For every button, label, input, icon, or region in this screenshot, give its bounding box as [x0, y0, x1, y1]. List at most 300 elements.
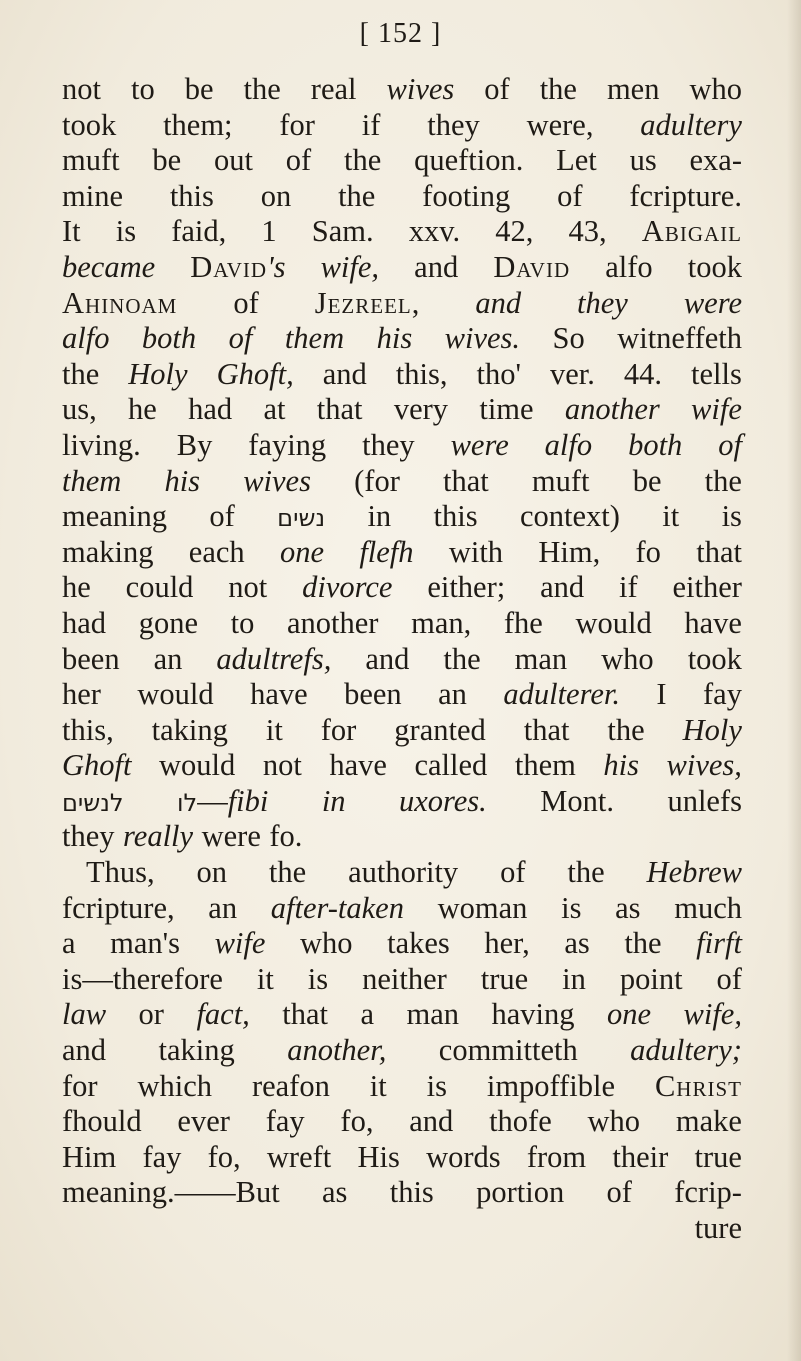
text-run: So: [552, 321, 585, 356]
word: [170, 179, 214, 215]
text-run: they: [362, 427, 415, 462]
word: [338, 179, 375, 215]
word: [493, 250, 570, 286]
text-run: true: [480, 961, 529, 996]
text-line: [62, 143, 742, 179]
word: [228, 570, 267, 606]
text-run: fcripture.: [629, 178, 742, 213]
word: [110, 926, 180, 962]
word: [674, 1175, 742, 1211]
word: [322, 1175, 347, 1211]
italic-text: firft: [696, 926, 742, 961]
italic-text: both: [628, 427, 683, 462]
text-run: is: [426, 1068, 447, 1103]
text-run: in: [367, 499, 392, 534]
text-run: 1: [261, 214, 277, 249]
word: [370, 1069, 387, 1105]
italic-text: adulterer.: [503, 677, 620, 712]
italic-text: Holy: [682, 712, 742, 747]
word: [311, 72, 357, 108]
word: [277, 499, 325, 535]
word: [142, 321, 196, 357]
text-run: I: [656, 677, 667, 712]
body-text: [62, 72, 742, 1247]
text-run: having: [491, 997, 575, 1032]
word: [365, 642, 409, 678]
text-run: us: [629, 143, 657, 178]
word: [215, 926, 266, 962]
word: [426, 1140, 501, 1176]
italic-text: of: [228, 321, 253, 356]
word: [302, 570, 392, 606]
word: [642, 214, 742, 250]
text-run: that: [316, 392, 363, 427]
word: [252, 1069, 330, 1105]
text-run: that: [443, 463, 489, 498]
word: [630, 143, 657, 179]
word: [282, 997, 328, 1033]
text-run: exa-: [689, 143, 742, 178]
italic-text: alfo: [62, 321, 110, 356]
text-line: [62, 428, 742, 464]
word: [619, 570, 638, 606]
text-run: —: [197, 783, 228, 818]
text-run: took: [687, 641, 742, 676]
text-run: have: [329, 748, 387, 783]
text-line: [62, 250, 742, 286]
word: [62, 891, 175, 927]
text-line: [62, 926, 742, 962]
word: [636, 535, 661, 571]
word: [62, 1175, 280, 1211]
text-run: he: [128, 392, 157, 427]
word: [116, 214, 136, 250]
text-run: is: [307, 961, 329, 996]
word: [562, 962, 586, 998]
word: [489, 1104, 552, 1140]
word: [550, 357, 595, 393]
word: [317, 392, 363, 428]
text-run: fhould: [62, 1104, 142, 1139]
text-run: (for: [354, 463, 400, 498]
small-caps-name: Abigail: [641, 214, 742, 249]
word: [662, 499, 679, 535]
text-run: have: [250, 677, 308, 712]
word: [655, 1069, 742, 1105]
word: [439, 1033, 578, 1069]
word: [394, 713, 485, 749]
text-run: and: [322, 356, 367, 391]
word: [269, 819, 302, 855]
word: [688, 250, 742, 286]
word: [308, 962, 328, 998]
text-run: their: [612, 1139, 669, 1174]
italic-text: another: [564, 392, 660, 427]
italic-text: they: [577, 285, 628, 320]
word: [286, 143, 311, 179]
word: [62, 321, 109, 357]
word: [617, 321, 742, 357]
text-run: taking: [158, 1033, 235, 1068]
word: [315, 286, 420, 322]
text-run: they: [427, 107, 480, 142]
italic-text: uxores.: [399, 783, 487, 818]
text-line: [62, 606, 742, 642]
word: [556, 143, 597, 179]
text-run: fcrip-: [674, 1175, 742, 1210]
word: [214, 143, 253, 179]
text-run: point: [619, 961, 683, 996]
text-run: fcripture,: [62, 890, 175, 925]
text-run: had: [188, 392, 233, 427]
word: [243, 464, 311, 500]
word: [266, 1104, 305, 1140]
word: [62, 428, 141, 464]
word: [261, 179, 292, 215]
text-line: [62, 321, 742, 357]
word: [628, 428, 682, 464]
word: [451, 428, 509, 464]
text-line: [62, 891, 742, 927]
text-run: not: [62, 72, 101, 106]
text-run: to: [130, 72, 155, 106]
italic-text: Ghoft: [62, 748, 132, 783]
word: [377, 321, 413, 357]
text-run: for: [320, 712, 357, 747]
text-run: who: [587, 1104, 641, 1139]
italic-text: adultery: [640, 107, 742, 142]
word: [163, 108, 232, 144]
word: [484, 72, 509, 108]
text-run: this,: [62, 712, 114, 747]
text-line: [62, 748, 742, 784]
word: [154, 642, 183, 678]
text-run: on: [196, 855, 228, 890]
word: [62, 926, 76, 962]
italic-text: them: [284, 321, 345, 356]
word: [696, 926, 742, 962]
text-line: [62, 819, 742, 855]
text-run: a: [62, 926, 76, 961]
text-run: of: [606, 1175, 632, 1210]
hebrew-text: נשים: [277, 504, 326, 533]
italic-text: alfo: [544, 427, 593, 462]
word: [694, 1140, 741, 1176]
hebrew-text: לו: [177, 788, 198, 817]
word: [300, 926, 353, 962]
word: [62, 499, 167, 535]
italic-text: really: [123, 819, 194, 854]
text-run: very: [393, 392, 449, 427]
page-edge-shadow: [787, 0, 801, 1361]
word: [62, 392, 97, 428]
word: [177, 784, 268, 820]
text-run: By: [176, 427, 213, 462]
word: [62, 1033, 106, 1069]
text-run: them;: [163, 107, 233, 142]
text-line: [62, 108, 742, 144]
word: [62, 108, 116, 144]
text-line: [62, 642, 742, 678]
word: [152, 713, 228, 749]
text-run: 43,: [568, 214, 607, 249]
word: [190, 250, 285, 286]
text-run: them: [514, 748, 576, 783]
text-run: that: [523, 712, 570, 747]
text-run: authority: [348, 855, 459, 890]
word: [688, 642, 742, 678]
word: [588, 1104, 641, 1140]
word: [62, 1104, 142, 1140]
text-line: [62, 179, 742, 215]
word: [624, 926, 661, 962]
text-run: context): [519, 499, 620, 534]
text-run: they: [62, 819, 115, 854]
word: [703, 677, 742, 713]
word: [443, 464, 489, 500]
text-run: this: [169, 178, 214, 213]
text-run: would: [159, 748, 236, 783]
text-run: of: [500, 855, 526, 890]
word: [630, 1033, 742, 1069]
text-run: ver.: [550, 356, 595, 391]
text-line: [62, 1211, 742, 1247]
word: [62, 997, 106, 1033]
word: [414, 748, 487, 784]
text-run: tells: [691, 356, 742, 391]
word: [414, 250, 458, 286]
italic-text: law: [62, 997, 107, 1032]
text-run: this: [433, 499, 478, 534]
text-run: 42,: [495, 214, 534, 249]
word: [545, 428, 592, 464]
word: [62, 570, 91, 606]
word: [564, 926, 589, 962]
italic-text: of: [718, 427, 742, 462]
word: [197, 855, 228, 891]
text-run: as: [564, 926, 590, 961]
italic-text: fibi: [227, 783, 269, 818]
italic-text: them: [62, 463, 122, 498]
text-run: Him: [62, 1139, 117, 1174]
word: [62, 748, 131, 784]
italic-text: his: [164, 463, 201, 498]
word: [244, 72, 281, 108]
text-run: fo,: [207, 1139, 241, 1174]
text-line: [62, 570, 742, 606]
word: [287, 1033, 386, 1069]
word: [575, 606, 651, 642]
text-run: of: [209, 499, 235, 534]
word: [487, 1069, 615, 1105]
text-run: as: [322, 1175, 348, 1210]
word: [329, 748, 387, 784]
word: [208, 1140, 241, 1176]
small-caps-name: Jezreel: [314, 285, 412, 320]
text-run: ture: [694, 1211, 742, 1245]
word: [577, 286, 628, 322]
text-run: man: [514, 641, 568, 676]
text-run: takes: [387, 926, 450, 961]
text-run: neither: [362, 961, 447, 996]
text-run: with: [448, 534, 504, 569]
text-run: fay: [142, 1139, 182, 1174]
word: [62, 1140, 116, 1176]
text-run: an: [208, 890, 238, 925]
italic-text: wives: [243, 463, 311, 498]
word: [476, 1175, 564, 1211]
word: [640, 108, 742, 144]
text-run: unlefs: [667, 783, 742, 818]
text-line: [62, 1033, 742, 1069]
word: [362, 108, 381, 144]
text-run: committeth: [438, 1033, 578, 1068]
word: [569, 214, 607, 250]
text-run: is: [561, 890, 582, 925]
word: [684, 997, 742, 1033]
word: [202, 819, 261, 855]
text-run: who: [601, 641, 654, 676]
word: [359, 535, 413, 571]
text-run: be: [632, 463, 662, 498]
text-run: in: [562, 961, 586, 996]
word: [267, 1140, 331, 1176]
word: [280, 535, 324, 571]
text-run: her,: [484, 926, 530, 961]
word: [684, 606, 742, 642]
text-run: Let: [556, 143, 597, 178]
text-run: gone: [138, 605, 198, 640]
text-line: [62, 392, 742, 428]
text-run: at: [263, 392, 286, 427]
text-run: mine: [62, 178, 123, 213]
text-run: the: [567, 855, 605, 890]
text-run: an: [438, 677, 467, 712]
word: [62, 464, 121, 500]
word: [62, 143, 120, 179]
text-run: of: [716, 961, 742, 996]
text-run: as: [615, 890, 641, 925]
text-run: men: [606, 72, 660, 106]
small-caps-name: Ahinoam: [62, 285, 178, 320]
italic-text: another,: [287, 1033, 387, 1068]
italic-text: 's: [267, 249, 286, 284]
word: [62, 214, 81, 250]
text-line: [62, 1175, 742, 1211]
word: [567, 855, 604, 891]
word: [479, 392, 533, 428]
text-run: muft: [531, 463, 590, 498]
word: [62, 357, 99, 393]
word: [139, 997, 164, 1033]
text-line: [62, 535, 742, 571]
word: [411, 606, 471, 642]
text-run: it: [369, 1068, 387, 1103]
text-line: [62, 855, 742, 891]
word: [323, 357, 367, 393]
word: [62, 179, 123, 215]
word: [515, 748, 576, 784]
text-run: have: [684, 605, 742, 640]
text-run: of: [557, 178, 583, 213]
text-run: not: [262, 748, 302, 783]
word: [612, 1140, 668, 1176]
text-run: called: [414, 748, 488, 783]
word: [538, 535, 600, 571]
word: [271, 891, 404, 927]
italic-text: divorce: [302, 570, 393, 605]
text-run: it: [662, 499, 680, 534]
word: [540, 570, 584, 606]
italic-text: his: [376, 321, 413, 356]
text-run: took: [687, 249, 742, 284]
text-run: Mont.: [540, 783, 614, 818]
word: [540, 784, 614, 820]
word: [263, 392, 285, 428]
text-run: granted: [394, 712, 486, 747]
word: [362, 962, 447, 998]
word: [438, 891, 528, 927]
text-run: if: [618, 570, 638, 605]
text-run: Thus,: [86, 855, 155, 890]
word: [137, 677, 213, 713]
word: [208, 891, 237, 927]
word: [396, 357, 448, 393]
word: [553, 321, 585, 357]
text-run: ever: [177, 1104, 230, 1139]
text-run: witneffeth: [617, 321, 742, 356]
word: [229, 321, 253, 357]
word: [159, 1033, 235, 1069]
text-run: which: [137, 1068, 213, 1103]
text-run: footing: [422, 178, 511, 213]
text-run: man: [406, 997, 460, 1032]
word: [128, 357, 187, 393]
text-run: it: [256, 961, 274, 996]
text-run: and: [540, 570, 585, 605]
word: [565, 392, 660, 428]
word: [399, 784, 487, 820]
text-run: real: [310, 72, 357, 106]
text-run: It: [62, 214, 81, 249]
text-run: time: [479, 392, 534, 427]
word: [620, 962, 683, 998]
word: [434, 499, 478, 535]
text-line: [62, 499, 742, 535]
text-run: the: [704, 463, 742, 498]
text-run: be: [184, 72, 214, 106]
word: [62, 72, 101, 108]
text-run: and: [62, 1033, 107, 1068]
word: [705, 464, 742, 500]
word: [691, 357, 742, 393]
text-run: not: [228, 570, 268, 605]
text-run: make: [675, 1104, 742, 1139]
word: [312, 214, 374, 250]
text-run: the: [443, 641, 481, 676]
word: [62, 642, 120, 678]
word: [676, 1104, 742, 1140]
word: [504, 606, 543, 642]
word: [520, 499, 620, 535]
word: [185, 72, 214, 108]
text-run: for: [279, 107, 315, 142]
text-run: another: [287, 605, 379, 640]
word: [427, 1069, 447, 1105]
text-run: been: [62, 641, 120, 676]
word: [387, 72, 455, 108]
word: [672, 570, 741, 606]
